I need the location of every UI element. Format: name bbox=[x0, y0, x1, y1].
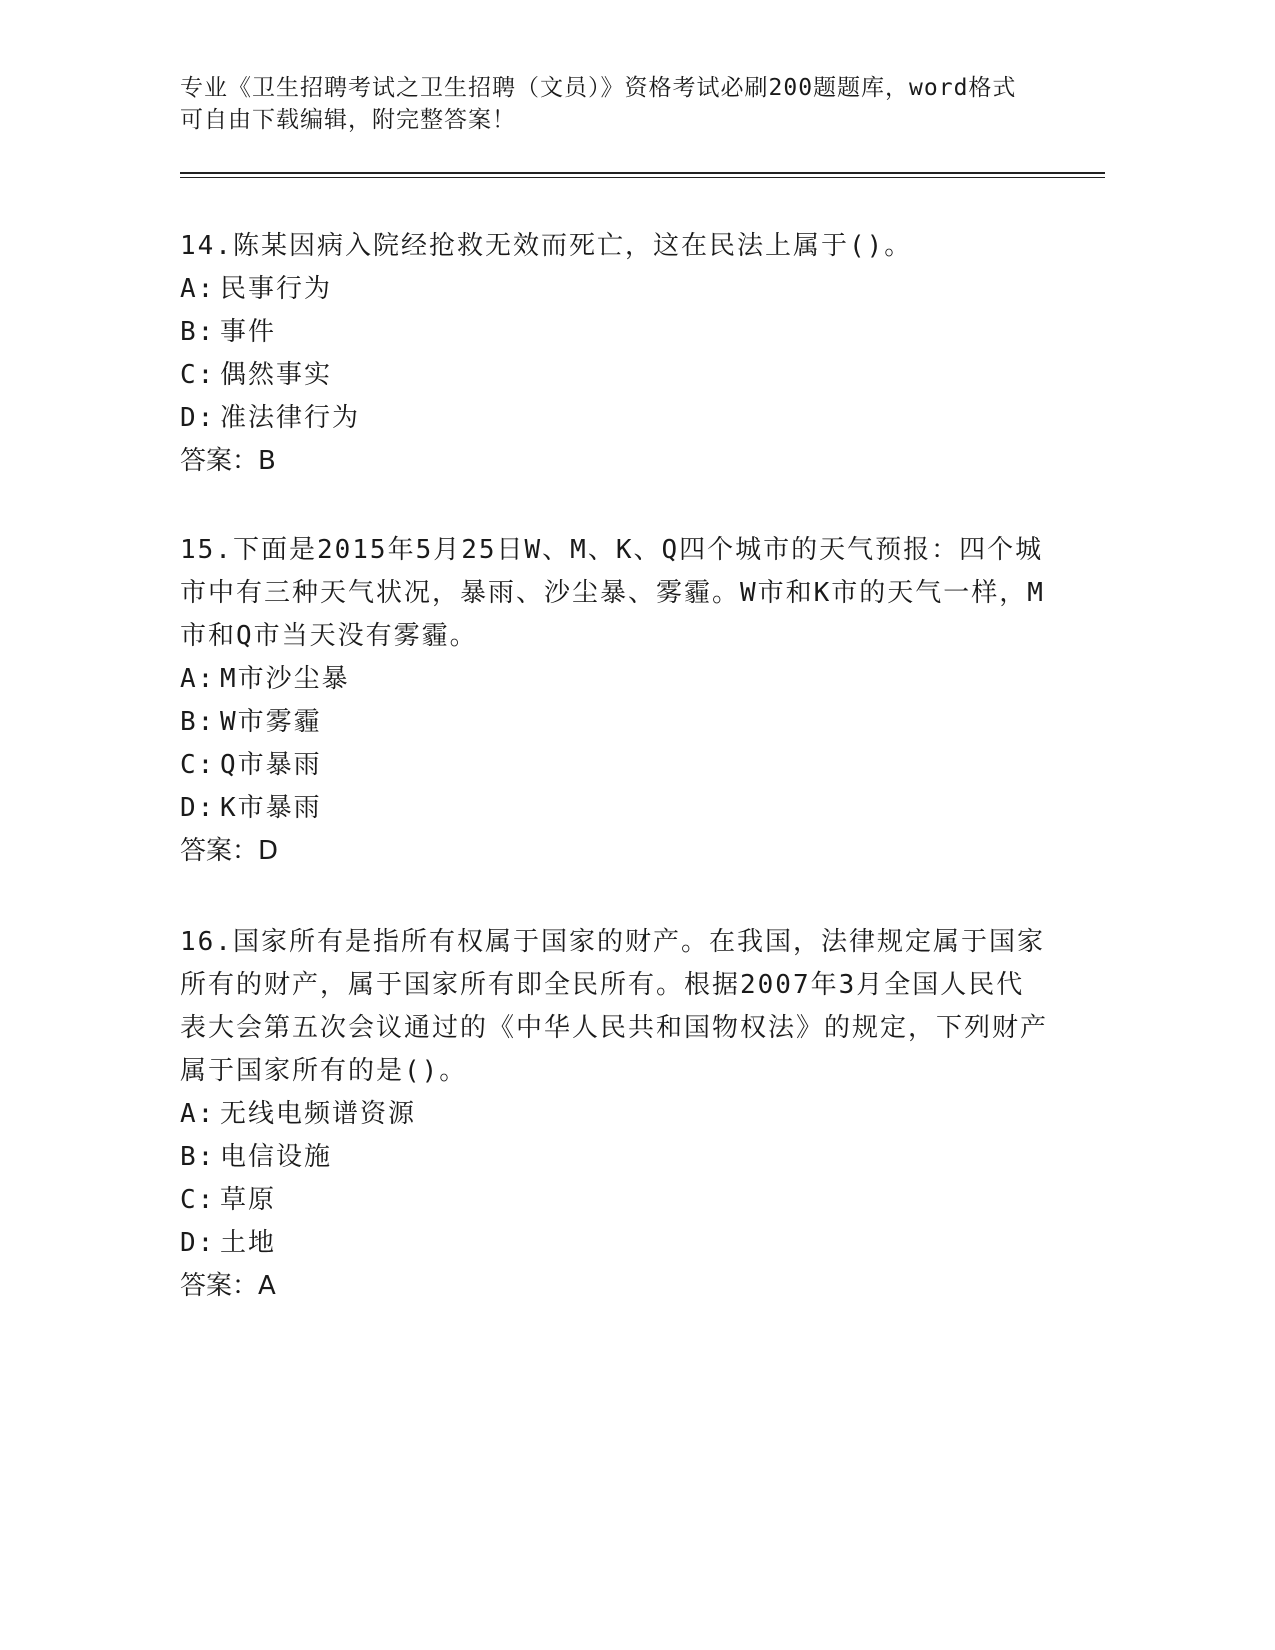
option-d bbox=[180, 397, 1050, 440]
option-a bbox=[180, 658, 1050, 701]
option-text: 电信设施 bbox=[220, 1142, 333, 1172]
option-text: 民事行为 bbox=[220, 274, 333, 304]
question-stem: 15.下面是2015年5月25日W、M、K、Q四个城市的天气预报：四个城市中有三种天气状况，暴雨、沙尘暴、雾霾。W市和K市的天气一样，M市和Q市当天没有雾霾。 bbox=[180, 535, 1045, 651]
option-text: W市雾霾 bbox=[220, 707, 322, 737]
question-stem: 16.国家所有是指所有权属于国家的财产。在我国，法律规定属于国家所有的财产，属于国家所有即全民所有。根据2007年3月全国人民代表大会第五次会议通过的《中华人民共和国物权法》的规定，下列财产属于国家所有的是()。 bbox=[180, 927, 1049, 1086]
option-letter: A: bbox=[180, 664, 216, 694]
option-letter: D: bbox=[180, 793, 216, 823]
header-line-2: 可自由下载编辑，附完整答案！ bbox=[180, 107, 516, 133]
option-letter: B: bbox=[180, 1142, 216, 1172]
header-line-1: 专业《卫生招聘考试之卫生招聘（文员）》资格考试必刷200题题库，word格式 bbox=[180, 75, 1017, 101]
option-b bbox=[180, 701, 1050, 744]
option-text: 无线电频谱资源 bbox=[220, 1099, 417, 1129]
option-c bbox=[180, 744, 1050, 787]
option-letter: B: bbox=[180, 707, 216, 737]
option-c bbox=[180, 354, 1050, 397]
answer-label: 答案：D bbox=[180, 836, 279, 866]
option-a bbox=[180, 1093, 1050, 1136]
option-d bbox=[180, 1222, 1050, 1265]
option-letter: B: bbox=[180, 317, 216, 347]
question-15 bbox=[180, 529, 1050, 873]
document-header bbox=[180, 72, 1060, 136]
option-text: 准法律行为 bbox=[220, 403, 361, 433]
option-b bbox=[180, 311, 1050, 354]
question-14 bbox=[180, 225, 1050, 483]
answer-label: 答案：B bbox=[180, 446, 276, 476]
option-a bbox=[180, 268, 1050, 311]
option-text: 草原 bbox=[220, 1185, 277, 1215]
header-divider-thin bbox=[180, 177, 1105, 178]
option-letter: C: bbox=[180, 360, 216, 390]
option-letter: C: bbox=[180, 750, 216, 780]
option-text: Q市暴雨 bbox=[220, 750, 322, 780]
option-text: 事件 bbox=[220, 317, 277, 347]
option-letter: A: bbox=[180, 1099, 216, 1129]
question-stem: 14.陈某因病入院经抢救无效而死亡，这在民法上属于()。 bbox=[180, 231, 913, 261]
question-16 bbox=[180, 921, 1050, 1308]
option-text: 土地 bbox=[220, 1228, 277, 1258]
option-text: K市暴雨 bbox=[220, 793, 322, 823]
option-letter: D: bbox=[180, 403, 216, 433]
option-b bbox=[180, 1136, 1050, 1179]
option-text: 偶然事实 bbox=[220, 360, 333, 390]
option-letter: A: bbox=[180, 274, 216, 304]
answer-label: 答案：A bbox=[180, 1271, 276, 1301]
option-c bbox=[180, 1179, 1050, 1222]
option-letter: C: bbox=[180, 1185, 216, 1215]
header-divider-thick bbox=[180, 172, 1105, 174]
option-letter: D: bbox=[180, 1228, 216, 1258]
option-text: M市沙尘暴 bbox=[220, 664, 350, 694]
option-d bbox=[180, 787, 1050, 830]
